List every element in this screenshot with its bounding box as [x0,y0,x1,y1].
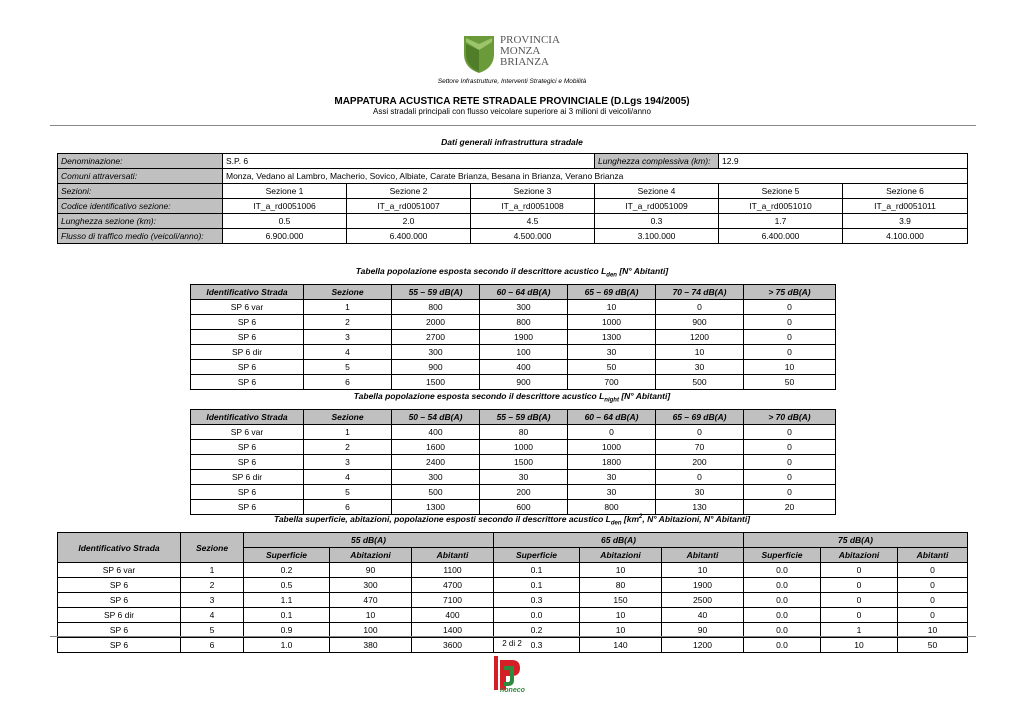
table-cell: 3600 [412,638,494,653]
table-cell: 0 [744,470,836,485]
table-cell: 90 [662,623,744,638]
lunghezza-sezione-label: Lunghezza sezione (km): [58,214,223,229]
flusso-cell: 6.400.000 [347,229,471,244]
table-cell: 0 [744,345,836,360]
lnight-header-cell: Identificativo Strada [191,410,304,425]
page-number: 2 di 2 [502,639,522,648]
table-cell: 6 [181,638,244,653]
shield-leaf-icon [462,32,496,74]
lden-header-cell: 60 – 64 dB(A) [480,285,568,300]
table-cell: 1900 [662,578,744,593]
table-cell: SP 6 [58,593,181,608]
table-cell: 30 [656,360,744,375]
table-cell: 10 [662,563,744,578]
table-cell: 500 [392,485,480,500]
table-cell: 200 [480,485,568,500]
comuni-label: Comuni attraversati: [58,169,223,184]
table-cell: 4 [181,608,244,623]
table-cell: 1500 [480,455,568,470]
lnight-header-cell: Sezione [304,410,392,425]
table-cell: 1300 [392,500,480,515]
lnight-caption-unit: [N° Abitanti] [618,391,671,401]
table-cell: 50 [568,360,656,375]
general-data-table [57,153,968,244]
table-cell: SP 6 [58,638,181,653]
table-cell: 40 [662,608,744,623]
table-cell: SP 6 [191,330,304,345]
sezione-cell: Sezione 4 [595,184,719,199]
lnight-header-cell: 50 – 54 dB(A) [392,410,480,425]
table-cell: 2 [181,578,244,593]
table-row [58,578,968,593]
table-cell: 30 [480,470,568,485]
surface-group-65: 65 dB(A) [494,533,744,548]
lden-header-cell: Identificativo Strada [191,285,304,300]
table-cell: 0 [656,470,744,485]
table-cell: 1000 [480,440,568,455]
table-cell: 50 [898,638,968,653]
lnight-caption-text: Tabella popolazione esposta secondo il descrittore acustico L [353,391,605,401]
table-cell: 10 [821,638,898,653]
table-cell: 2000 [392,315,480,330]
codice-cell: IT_a_rd0051006 [223,199,347,214]
sezioni-row [58,184,968,199]
table-cell: 1200 [662,638,744,653]
table-cell: SP 6 [58,623,181,638]
lunghezza-label: Lunghezza complessiva (km): [595,154,719,169]
table-cell: 1600 [392,440,480,455]
codice-cell: IT_a_rd0051009 [595,199,719,214]
lden-header-cell: Sezione [304,285,392,300]
table-cell: SP 6 [191,440,304,455]
table-cell: 1500 [392,375,480,390]
table-cell: 1 [821,623,898,638]
table-cell: 3 [304,330,392,345]
denominazione-label: Denominazione: [58,154,223,169]
comuni-value: Monza, Vedano al Lambro, Macherio, Sovico, Albiate, Carate Brianza, Besana in Brianza, Verano Brianza [223,169,968,184]
lnight-caption-sub: night [604,397,619,404]
lden-caption-sub: den [606,272,617,279]
table-cell: 400 [412,608,494,623]
codice-cell: IT_a_rd0051011 [843,199,968,214]
table-row [191,330,836,345]
table-cell: 0.9 [244,623,330,638]
table-cell: 0.2 [244,563,330,578]
table-cell: 1300 [568,330,656,345]
table-row [191,300,836,315]
table-cell: 2700 [392,330,480,345]
surface-col-id: Identificativo Strada [58,533,181,563]
table-cell: SP 6 [58,578,181,593]
logo-line-3: BRIANZA [500,56,549,68]
table-cell: 900 [480,375,568,390]
province-logo [462,32,572,76]
table-cell: 80 [480,425,568,440]
table-cell: 2400 [392,455,480,470]
table-row [191,440,836,455]
document-subtitle: Assi stradali principali con flusso veicolare superiore ai 3 milioni di veicoli/anno [373,107,651,116]
table-row [191,485,836,500]
table-cell: 700 [568,375,656,390]
table-cell: 200 [656,455,744,470]
table-cell: 300 [392,345,480,360]
footer-divider [50,636,976,637]
lden-header-cell: 65 – 69 dB(A) [568,285,656,300]
table-row [191,375,836,390]
table-cell: 0.3 [494,638,580,653]
sezione-cell: Sezione 2 [347,184,471,199]
table-cell: 30 [568,485,656,500]
table-cell: 2 [304,440,392,455]
table-cell: 0.2 [494,623,580,638]
lunghezza-sezione-cell: 3.9 [843,214,968,229]
table-cell: 130 [656,500,744,515]
table-cell: 900 [656,315,744,330]
table-cell: 0.0 [494,608,580,623]
table-cell: 900 [392,360,480,375]
surface-subcol: Superficie [744,548,821,563]
table-cell: 0 [568,425,656,440]
lnight-caption [0,391,1024,404]
table-cell: 500 [656,375,744,390]
table-cell: 0.3 [494,593,580,608]
table-cell: 10 [330,608,412,623]
table-cell: 6 [304,500,392,515]
surface-caption-text: Tabella superficie, abitazioni, popolazione esposti secondo il descrittore acustico L [273,514,611,524]
table-cell: 1400 [412,623,494,638]
table-cell: 80 [580,578,662,593]
table-cell: SP 6 var [191,300,304,315]
table-cell: 1100 [412,563,494,578]
table-cell: 1200 [656,330,744,345]
table-cell: 10 [898,623,968,638]
codice-cell: IT_a_rd0051010 [719,199,843,214]
surface-caption-sub: den [610,520,622,527]
table-cell: 30 [656,485,744,500]
codice-cell: IT_a_rd0051008 [471,199,595,214]
table-cell: 0 [821,563,898,578]
lunghezza-value: 12.9 [719,154,968,169]
phoneco-logo [494,656,538,698]
general-data-caption: Dati generali infrastruttura stradale [441,137,583,147]
table-cell: 5 [304,485,392,500]
table-cell: 50 [744,375,836,390]
codice-row [58,199,968,214]
table-cell: 1 [304,300,392,315]
surface-caption-unit: [km [621,514,640,524]
phoneco-wordmark: honeco [500,687,525,694]
table-cell: 100 [330,623,412,638]
sezione-cell: Sezione 5 [719,184,843,199]
denominazione-row [58,154,968,169]
table-cell: 10 [580,563,662,578]
table-cell: 1800 [568,455,656,470]
surface-caption-rest: , N° Abitazioni, N° Abitanti] [642,514,751,524]
table-cell: 5 [181,623,244,638]
table-cell: 7100 [412,593,494,608]
table-cell: 30 [568,345,656,360]
table-row [191,500,836,515]
lden-caption-text: Tabella popolazione esposta secondo il descrittore acustico L [355,266,607,276]
lden-header-cell: 55 – 59 dB(A) [392,285,480,300]
table-cell: 470 [330,593,412,608]
surface-subcol: Superficie [494,548,580,563]
lunghezza-sezione-cell: 2.0 [347,214,471,229]
table-cell: 0 [744,330,836,345]
document-title: MAPPATURA ACUSTICA RETE STRADALE PROVINCIALE (D.Lgs 194/2005) [334,96,690,107]
table-cell: 4 [304,470,392,485]
table-cell: 0 [744,440,836,455]
lnight-header-cell: 60 – 64 dB(A) [568,410,656,425]
lnight-header-cell: 55 – 59 dB(A) [480,410,568,425]
table-row [191,470,836,485]
table-cell: 0 [656,300,744,315]
table-row [191,345,836,360]
lnight-header-row [191,410,836,425]
table-cell: 0 [744,315,836,330]
flusso-cell: 6.400.000 [719,229,843,244]
table-cell: SP 6 [191,375,304,390]
table-cell: 0 [744,485,836,500]
table-cell: 0 [898,593,968,608]
table-cell: 0.0 [744,563,821,578]
table-cell: SP 6 dir [191,470,304,485]
lden-header-cell: > 75 dB(A) [744,285,836,300]
table-cell: 400 [392,425,480,440]
surface-subcol: Abitazioni [580,548,662,563]
table-cell: 0.1 [494,578,580,593]
table-cell: 1.1 [244,593,330,608]
table-cell: 0.1 [244,608,330,623]
table-cell: 0.5 [244,578,330,593]
table-row [191,425,836,440]
table-cell: 10 [580,623,662,638]
surface-group-55: 55 dB(A) [244,533,494,548]
table-cell: 0 [744,425,836,440]
surface-group-row [58,533,968,548]
surface-subcol: Abitanti [662,548,744,563]
table-cell: 10 [580,608,662,623]
table-cell: 140 [580,638,662,653]
table-cell: 20 [744,500,836,515]
lden-header-row [191,285,836,300]
table-cell: 0 [898,578,968,593]
table-cell: SP 6 [191,315,304,330]
surface-table [57,532,968,653]
lunghezza-sezione-cell: 0.3 [595,214,719,229]
surface-subcol: Abitazioni [330,548,412,563]
table-cell: 1900 [480,330,568,345]
flusso-row [58,229,968,244]
table-cell: SP 6 [191,455,304,470]
table-cell: 0 [656,425,744,440]
table-cell: SP 6 var [58,563,181,578]
table-cell: 0.0 [744,578,821,593]
table-cell: SP 6 var [191,425,304,440]
table-cell: SP 6 dir [58,608,181,623]
lden-caption-unit: [N° Abitanti] [616,266,669,276]
table-cell: 100 [480,345,568,360]
sector-name: Settore Infrastrutture, Interventi Strategici e Mobilità [437,78,587,85]
lunghezza-sezione-cell: 0.5 [223,214,347,229]
table-cell: SP 6 [191,485,304,500]
surface-subcol: Abitanti [898,548,968,563]
table-cell: 1.0 [244,638,330,653]
sezioni-label: Sezioni: [58,184,223,199]
table-cell: 10 [568,300,656,315]
table-cell: 30 [568,470,656,485]
table-cell: 4 [304,345,392,360]
lnight-table [190,409,836,515]
table-cell: 300 [392,470,480,485]
table-cell: 10 [656,345,744,360]
table-cell: 300 [480,300,568,315]
table-cell: SP 6 [191,360,304,375]
table-cell: 0.0 [744,623,821,638]
sezione-cell: Sezione 3 [471,184,595,199]
surface-group-75: 75 dB(A) [744,533,968,548]
table-cell: 800 [392,300,480,315]
table-cell: 1 [304,425,392,440]
table-cell: 300 [330,578,412,593]
table-cell: 2 [304,315,392,330]
surface-subcol: Abitanti [412,548,494,563]
table-cell: 3 [181,593,244,608]
flusso-cell: 4.100.000 [843,229,968,244]
table-row [58,563,968,578]
table-cell: 0.0 [744,638,821,653]
table-row [191,360,836,375]
table-cell: 4700 [412,578,494,593]
sezione-cell: Sezione 1 [223,184,347,199]
table-row [58,608,968,623]
table-cell: 0 [744,300,836,315]
table-cell: 0.0 [744,593,821,608]
table-cell: 3 [304,455,392,470]
codice-label: Codice identificativo sezione: [58,199,223,214]
logo-line-1: PROVINCIA [500,34,560,46]
surface-caption-sup: 2 [639,514,643,521]
comuni-row [58,169,968,184]
table-cell: 5 [304,360,392,375]
table-cell: 800 [568,500,656,515]
table-cell: 2500 [662,593,744,608]
table-cell: 380 [330,638,412,653]
table-cell: 0.1 [494,563,580,578]
table-cell: 150 [580,593,662,608]
lunghezza-sezione-cell: 1.7 [719,214,843,229]
table-cell: 0 [898,608,968,623]
table-cell: 0 [744,455,836,470]
table-cell: 0.0 [744,608,821,623]
table-cell: 90 [330,563,412,578]
table-cell: SP 6 [191,500,304,515]
table-cell: 1000 [568,315,656,330]
table-cell: 400 [480,360,568,375]
lden-table [190,284,836,390]
lnight-header-cell: 65 – 69 dB(A) [656,410,744,425]
lden-header-cell: 70 – 74 dB(A) [656,285,744,300]
table-cell: SP 6 dir [191,345,304,360]
lnight-header-cell: > 70 dB(A) [744,410,836,425]
surface-subcol: Superficie [244,548,330,563]
flusso-cell: 3.100.000 [595,229,719,244]
surface-caption [0,514,1024,527]
table-row [58,593,968,608]
table-row [191,315,836,330]
table-cell: 0 [821,593,898,608]
phoneco-mark-icon [494,656,524,690]
sezione-cell: Sezione 6 [843,184,968,199]
table-cell: 800 [480,315,568,330]
lunghezza-sezione-row [58,214,968,229]
lunghezza-sezione-cell: 4.5 [471,214,595,229]
flusso-cell: 4.500.000 [471,229,595,244]
table-cell: 0 [898,563,968,578]
table-row [191,455,836,470]
surface-col-sezione: Sezione [181,533,244,563]
surface-subcol: Abitazioni [821,548,898,563]
table-cell: 600 [480,500,568,515]
codice-cell: IT_a_rd0051007 [347,199,471,214]
logo-line-2: MONZA [500,45,541,57]
header-divider [50,125,976,126]
table-cell: 0 [821,578,898,593]
lden-caption [0,266,1024,279]
table-cell: 1 [181,563,244,578]
flusso-label: Flusso di traffico medio (veicoli/anno): [58,229,223,244]
table-cell: 0 [821,608,898,623]
flusso-cell: 6.900.000 [223,229,347,244]
table-cell: 6 [304,375,392,390]
table-cell: 1000 [568,440,656,455]
table-cell: 70 [656,440,744,455]
table-cell: 10 [744,360,836,375]
denominazione-value: S.P. 6 [223,154,595,169]
